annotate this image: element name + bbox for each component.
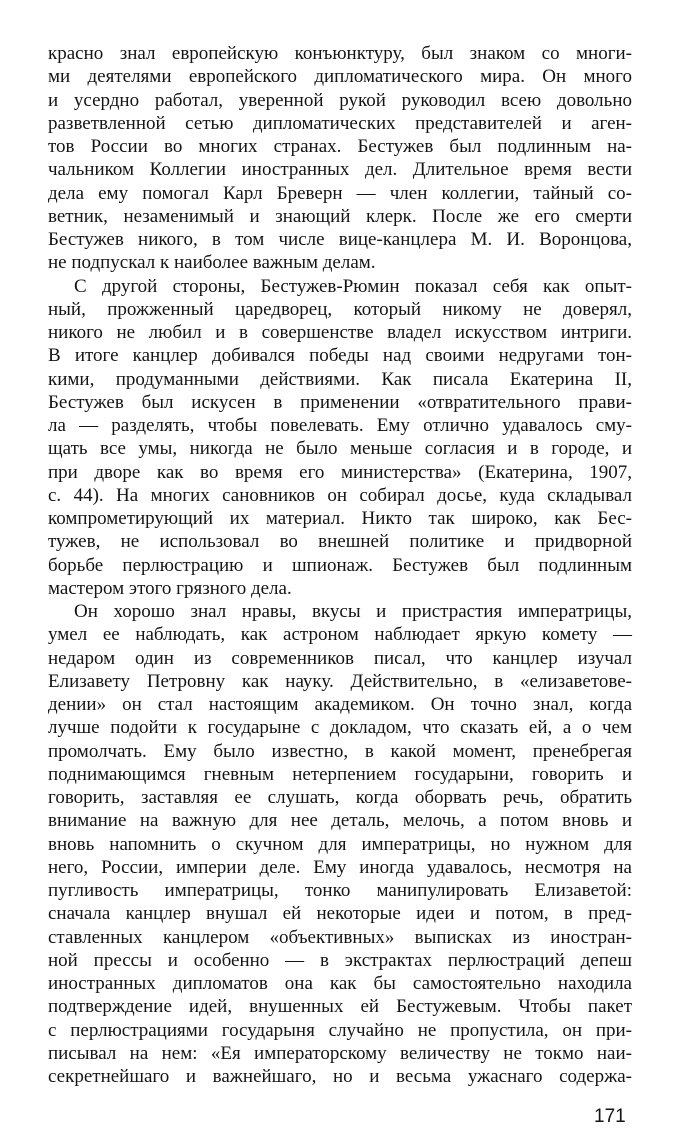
text-line: промолчать. Ему было известно, в какой момент, пренебрегая [48, 740, 632, 762]
text-line: умел ее наблюдать, как астроном наблюдает яркую комету — [48, 624, 632, 646]
text-line: дении» он стал настоящим академиком. Он точно знал, когда [48, 694, 632, 715]
text-line: ный, прожженный царедворец, который никому не доверял, [48, 298, 632, 320]
text-line: борьбе перлюстрацию и шпионаж. Бестужев был подлинным [48, 554, 632, 576]
text-line: писывал на нем: «Ея императорскому величеству не токмо наи- [48, 1042, 632, 1064]
text-line: ной прессы и особенно — в экстрактах перлюстраций депеш [48, 949, 632, 971]
text-line: чальником Коллегии иностранных дел. Длительное время вести [48, 159, 632, 181]
text-line: иностранных дипломатов она как бы самостоятельно находила [48, 973, 632, 994]
text-line: недаром один из современников писал, что канцлер изучал [48, 647, 632, 669]
page-number: 171 [594, 1106, 626, 1127]
text-line: щать все умы, никогда не было меньше согласия и в городе, и [48, 438, 632, 460]
text-line: красно знал европейскую конъюнктуру, был знаком со многи- [48, 43, 632, 64]
text-line: поднимающимся гневным нетерпением государыни, говорить и [48, 763, 632, 785]
text-line: Бестужев никого, в том числе вице-канцлера М. И. Воронцова, [48, 229, 632, 250]
text-line: мастером этого грязного дела. [48, 577, 292, 599]
text-line: и усердно работал, уверенной рукой руководил всею довольно [48, 89, 632, 111]
text-line: тужев, не использовал во внешней политике и придворной [48, 531, 632, 553]
text-line: ми деятелями европейского дипломатического мира. Он много [48, 66, 632, 88]
text-line: подтверждение идей, внушенных ей Бестужевым. Чтобы пакет [48, 996, 632, 1018]
text-line: внимание на важную для нее деталь, мелочь, а потом вновь и [48, 810, 632, 832]
text-line: компрометирующий их материал. Никто так широко, как Бес- [48, 508, 632, 529]
text-block [48, 42, 632, 1088]
text-line: говорить, заставляя ее слушать, когда оборвать речь, обратить [48, 787, 632, 808]
text-line: лучше подойти к государыне с докладом, что сказать ей, а о чем [48, 717, 632, 739]
text-line: тов России во многих странах. Бестужев был подлинным на- [48, 136, 632, 157]
text-line: секретнейшаго и важнейшаго, но и весьма ужаснаго содержа- [48, 1066, 632, 1087]
text-line: ставленных канцлером «объективных» выписках из иностран- [48, 926, 632, 948]
text-line: никого не любил и в совершенстве владел искусством интриги. [48, 322, 632, 343]
text-line: С другой стороны, Бестужев-Рюмин показал себя как опыт- [74, 275, 632, 297]
text-line: Бестужев был искусен в применении «отвратительного прави- [48, 391, 632, 413]
text-line: не подпускал к наиболее важным делам. [48, 252, 376, 274]
text-line: ла — разделять, чтобы повелевать. Ему отлично удавалось сму- [48, 415, 632, 436]
text-line: Елизавету Петровну как науку. Действительно, в «елизаветове- [48, 670, 632, 692]
text-line: дела ему помогал Карл Бреверн — член коллегии, тайный со- [48, 182, 632, 204]
text-line: с перлюстрациями государыня случайно не пропустила, он при- [48, 1019, 632, 1041]
text-line: кими, продуманными действиями. Как писала Екатерина II, [48, 368, 632, 390]
text-line: Он хорошо знал нравы, вкусы и пристрастия императрицы, [74, 601, 632, 622]
text-line: В итоге канцлер добивался победы над своими недругами тон- [48, 345, 632, 367]
text-line: него, России, империи деле. Ему иногда удавалось, несмотря на [48, 856, 632, 878]
text-line: ветник, незаменимый и знающий клерк. После же его смерти [48, 205, 632, 227]
text-line: пугливость императрицы, тонко манипулировать Елизаветой: [48, 880, 632, 901]
text-line: вновь напомнить о скучном для императрицы, но нужном для [48, 833, 632, 855]
text-line: при дворе как во время его министерства» (Екатерина, 1907, [48, 461, 632, 483]
text-line: сначала канцлер внушал ей некоторые идеи и потом, в пред- [48, 903, 632, 925]
text-line: разветвленной сетью дипломатических представителей и аген- [48, 112, 632, 134]
text-line: с. 44). На многих сановников он собирал досье, куда складывал [48, 484, 632, 506]
